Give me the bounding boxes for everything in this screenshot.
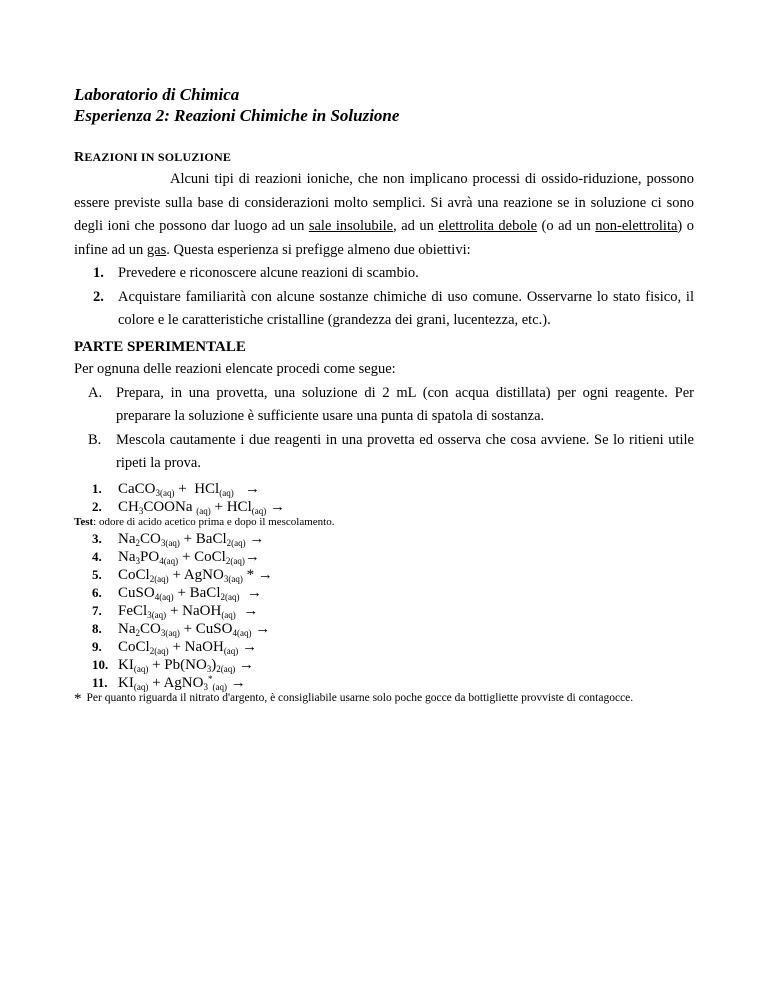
course-title: Laboratorio di Chimica <box>74 85 240 104</box>
reaction-item: 9. CoCl$_{2(aq)}$ + NaOH$_{(aq)}$ → <box>92 639 258 656</box>
intro-paragraph: Alcuni tipi di reazioni ioniche, che non implicano processi di ossido-riduzione, possono essere previste sulla base di considerazioni molto semplici. Si avrà una reazione se in soluzione ci sono degli ioni che possono dar luogo ad un sale insolubile, ad un elettrolita debole (o ad un non-elettrolita) o infine ad un gas. Questa esperienza si prefigge almeno due obiettivi: <box>74 171 694 258</box>
reactions-list-b <box>74 530 474 692</box>
procedure-intro: Per ognuna delle reazioni elencate procedi come segue: <box>74 361 396 377</box>
term-non-elettrolita: non-elettrolita <box>595 218 678 234</box>
term-sale-insolubile: sale insolubile <box>308 218 394 234</box>
reaction-item: 6. CuSO$_{4(aq)}$ + BaCl$_{2(aq)}$ → <box>92 585 262 602</box>
footnote-marker: * <box>74 691 82 707</box>
reaction-item: 11. $KI_{(aq)}$ + AgNO$_3$*$_{(aq)}$ → <box>92 674 246 692</box>
reaction-item: 8. $Na_2CO_{3(aq)}$ + CuSO$_{4(aq)}$ → <box>92 621 271 638</box>
experiment-title: Esperienza 2: Reazioni Chimiche in Soluzione <box>74 106 400 125</box>
reaction-item: 4. $Na_3PO_{4(aq)}$ + CoCl$_{2(aq)}$→ <box>92 549 260 566</box>
procedure-step: A. Prepara, in una provetta, una soluzione di 2 mL (con acqua distillata) per ogni reagente. Per preparare la soluzione è sufficiente usare una punta di spatola di sostanza. <box>88 384 694 424</box>
section-heading-parte-sperimentale: PARTE SPERIMENTALE <box>74 339 246 355</box>
procedure-step: B. Mescola cautamente i due reagenti in una provetta ed osserva che cosa avviene. Se lo ritieni utile ripeti la prova. <box>88 431 694 471</box>
term-elettrolita-debole: elettrolita debole <box>438 218 538 234</box>
procedure-block <box>74 358 694 476</box>
reaction-item: 1. CaCO$_{3(aq)}$ + HCl$_{(aq)}$ → <box>92 481 260 498</box>
reaction-item: 2. $CH_3COONa$ $_{(aq)}$ + HCl$_{(aq)}$ → <box>92 499 285 516</box>
objective-item: 2. Acquistare familiarità con alcune sostanze chimiche di uso comune. Osservarne lo stato fisico, il colore e le caratteristiche cristalline (grandezza dei grani, lucentezza, etc.). <box>93 288 694 328</box>
footnote-text: Per quanto riguarda il nitrato d'argento, è consigliabile usarne solo poche gocce da bottigliette provviste di contagocce. <box>86 692 634 704</box>
objective-item: 1. Prevedere e riconoscere alcune reazioni di scambio. <box>93 265 419 281</box>
reaction-item: 10. $KI_{(aq)} + Pb(NO_3)_{2(aq)}$ → <box>92 657 255 674</box>
reaction-item: 5. CoCl$_{2(aq)}$ + AgNO$_{3(aq)}$ * → <box>92 567 273 584</box>
footnote <box>74 691 694 707</box>
section-heading-reazioni: REAZIONI IN SOLUZIONE <box>74 150 232 165</box>
term-gas: gas <box>146 241 167 258</box>
document-title <box>74 84 399 126</box>
reaction-item: 7. FeCl$_{3(aq)}$ + NaOH$_{(aq)}$ → <box>92 603 259 620</box>
reactions-list-a <box>74 480 474 516</box>
procedure-steps <box>74 382 694 476</box>
test-note: Test: odore di acido acetico prima e dopo il mescolamento. <box>74 516 335 528</box>
objectives-list <box>74 262 694 333</box>
reaction-item: 3. $Na_2CO_{3(aq)}$ + BaCl$_{2(aq)}$ → <box>92 531 265 548</box>
